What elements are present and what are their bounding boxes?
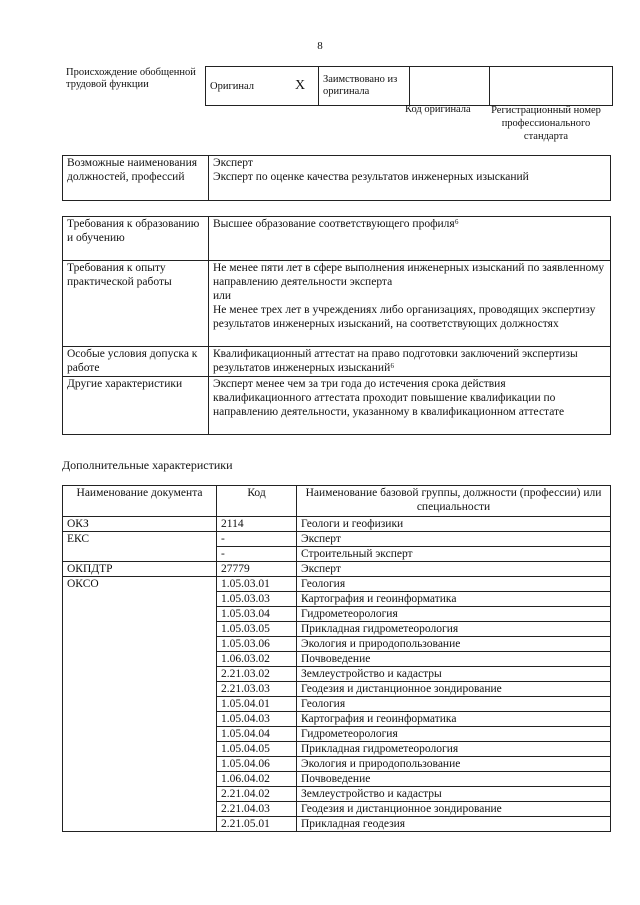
requirement-label: Особые условия допуска к работе [63,347,209,377]
code-cell: - [217,532,297,547]
group-name-cell: Картография и геоинформатика [297,712,611,727]
requirement-line: Не менее трех лет в учреждениях либо организациях, проводящих экспертизу результатов инженерных изысканий, на соответствующих должностях [213,304,596,330]
origin-table [205,66,613,106]
code-cell: 1.05.03.05 [217,622,297,637]
position-name: Эксперт по оценке качества результатов инженерных изысканий [213,171,529,183]
page-number: 8 [317,40,323,52]
additional-characteristics-table [62,485,611,832]
group-name-cell: Землеустройство и кадастры [297,787,611,802]
group-name-cell: Экология и природопользование [297,757,611,772]
group-name-cell: Гидрометеорология [297,727,611,742]
column-header-name: Наименование базовой группы, должности (профессии) или специальности [297,486,611,517]
table-header-row [63,486,611,517]
group-name-cell: Эксперт [297,562,611,577]
table-row [63,532,611,547]
requirement-text: Высшее образование соответствующего профиля⁶ [209,217,611,261]
requirement-line: или [213,290,232,302]
group-name-cell: Экология и природопользование [297,637,611,652]
code-cell: 2.21.05.01 [217,817,297,832]
requirement-text: Квалификационный аттестат на право подготовки заключений экспертизы результатов инженерных изысканий⁶ [209,347,611,377]
section-title: Дополнительные характеристики [62,458,233,472]
document-name-cell: ОКЗ [63,517,217,532]
original-mark: X [282,67,319,106]
positions-table [62,155,611,201]
code-cell: 1.05.04.03 [217,712,297,727]
code-cell: - [217,547,297,562]
group-name-cell: Картография и геоинформатика [297,592,611,607]
requirement-label: Требования к образованию и обучению [63,217,209,261]
original-cell: Оригинал [206,67,283,106]
group-name-cell: Почвоведение [297,772,611,787]
code-cell: 1.05.04.04 [217,727,297,742]
group-name-cell: Прикладная гидрометеорология [297,622,611,637]
registration-number-label: Регистрационный номер профессионального стандарта [491,105,601,142]
origin-label: Происхождение обобщенной трудовой функции [66,67,196,90]
group-name-cell: Строительный эксперт [297,547,611,562]
requirements-table [62,216,611,435]
code-cell: 2.21.04.03 [217,802,297,817]
table-row [63,577,611,592]
column-header-code: Код [217,486,297,517]
positions-label: Возможные наименования должностей, профессий [63,156,209,201]
code-cell: 1.05.04.01 [217,697,297,712]
reg-cell [490,67,613,106]
group-name-cell: Эксперт [297,532,611,547]
code-cell: 1.05.03.03 [217,592,297,607]
table-row [63,517,611,532]
code-cell: 1.05.04.06 [217,757,297,772]
code-cell [410,67,490,106]
group-name-cell: Землеустройство и кадастры [297,667,611,682]
group-name-cell: Прикладная гидрометеорология [297,742,611,757]
group-name-cell: Гидрометеорология [297,607,611,622]
code-cell: 1.05.03.06 [217,637,297,652]
code-cell: 2114 [217,517,297,532]
code-cell: 1.05.03.04 [217,607,297,622]
position-name: Эксперт [213,157,253,169]
code-original-label: Код оригинала [405,104,471,115]
group-name-cell: Почвоведение [297,652,611,667]
requirement-text: Эксперт менее чем за три года до истечения срока действия квалификационного аттестата проходит повышение квалификации по направлению деятельности, указанному в квалификационном аттестате [209,377,611,435]
group-name-cell: Прикладная геодезия [297,817,611,832]
requirement-text [209,261,611,347]
code-cell: 2.21.03.02 [217,667,297,682]
group-name-cell: Геологи и геофизики [297,517,611,532]
group-name-cell: Геодезия и дистанционное зондирование [297,682,611,697]
column-header-document: Наименование документа [63,486,217,517]
requirement-line: Не менее пяти лет в сфере выполнения инженерных изысканий по заявленному направлению деятельности эксперта [213,262,605,288]
group-name-cell: Геодезия и дистанционное зондирование [297,802,611,817]
document-name-cell: ОКПДТР [63,562,217,577]
group-name-cell: Геология [297,577,611,592]
table-row [63,562,611,577]
code-cell: 2.21.04.02 [217,787,297,802]
positions-values [209,156,611,201]
code-cell: 1.05.04.05 [217,742,297,757]
code-cell: 1.05.03.01 [217,577,297,592]
code-cell: 2.21.03.03 [217,682,297,697]
group-name-cell: Геология [297,697,611,712]
document-name-cell: ОКСО [63,577,217,832]
code-cell: 1.06.03.02 [217,652,297,667]
code-cell: 27779 [217,562,297,577]
document-name-cell: ЕКС [63,532,217,562]
borrowed-cell: Заимствовано из оригинала [319,67,410,106]
requirement-label: Другие характеристики [63,377,209,435]
code-cell: 1.06.04.02 [217,772,297,787]
requirement-label: Требования к опыту практической работы [63,261,209,347]
